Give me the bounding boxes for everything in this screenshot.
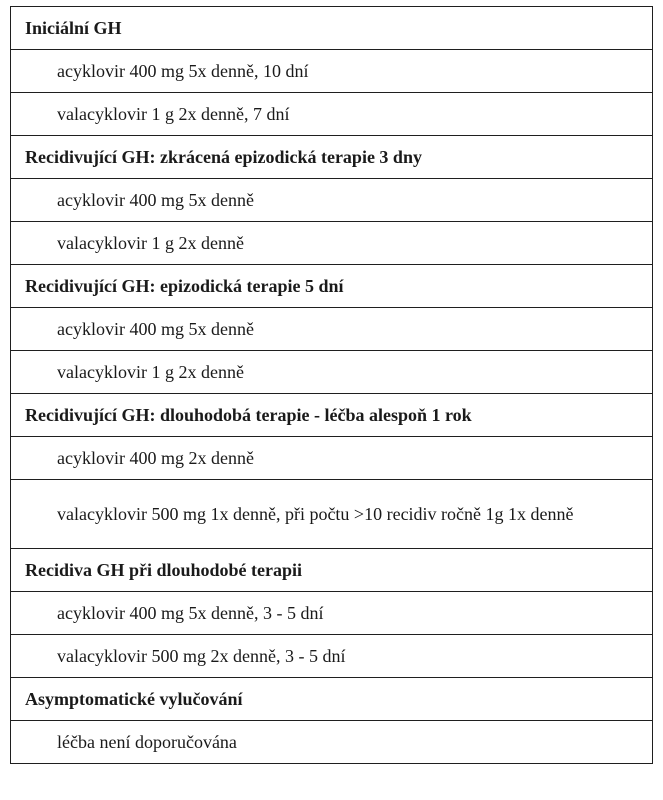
treatment-text: valacyklovir 1 g 2x denně	[11, 351, 653, 394]
treatment-text: valacyklovir 1 g 2x denně	[11, 222, 653, 265]
treatment-text: léčba není doporučována	[11, 721, 653, 764]
treatment-row	[11, 50, 653, 93]
treatment-text: acyklovir 400 mg 5x denně, 3 - 5 dní	[11, 592, 653, 635]
section-heading: Asymptomatické vylučování	[11, 678, 653, 721]
section-heading: Recidivující GH: dlouhodobá terapie - léčba alespoň 1 rok	[11, 394, 653, 437]
section-heading-row	[11, 678, 653, 721]
therapy-table	[10, 6, 653, 764]
section-heading-row	[11, 265, 653, 308]
treatment-row	[11, 179, 653, 222]
treatment-text: acyklovir 400 mg 5x denně	[11, 308, 653, 351]
section-heading: Recidiva GH při dlouhodobé terapii	[11, 549, 653, 592]
treatment-text: valacyklovir 500 mg 2x denně, 3 - 5 dní	[11, 635, 653, 678]
treatment-row	[11, 721, 653, 764]
section-heading-row	[11, 136, 653, 179]
treatment-row	[11, 635, 653, 678]
section-heading: Iniciální GH	[11, 7, 653, 50]
treatment-row	[11, 222, 653, 265]
treatment-text: acyklovir 400 mg 5x denně	[11, 179, 653, 222]
treatment-text: acyklovir 400 mg 2x denně	[11, 437, 653, 480]
treatment-row	[11, 592, 653, 635]
section-heading-row	[11, 394, 653, 437]
treatment-row	[11, 308, 653, 351]
treatment-text: valacyklovir 500 mg 1x denně, při počtu >10 recidiv ročně 1g 1x denně	[11, 480, 653, 549]
treatment-row	[11, 93, 653, 136]
treatment-text: valacyklovir 1 g 2x denně, 7 dní	[11, 93, 653, 136]
treatment-row	[11, 351, 653, 394]
section-heading-row	[11, 7, 653, 50]
treatment-row	[11, 437, 653, 480]
treatment-row	[11, 480, 653, 549]
section-heading-row	[11, 549, 653, 592]
treatment-text: acyklovir 400 mg 5x denně, 10 dní	[11, 50, 653, 93]
section-heading: Recidivující GH: zkrácená epizodická terapie 3 dny	[11, 136, 653, 179]
section-heading: Recidivující GH: epizodická terapie 5 dní	[11, 265, 653, 308]
